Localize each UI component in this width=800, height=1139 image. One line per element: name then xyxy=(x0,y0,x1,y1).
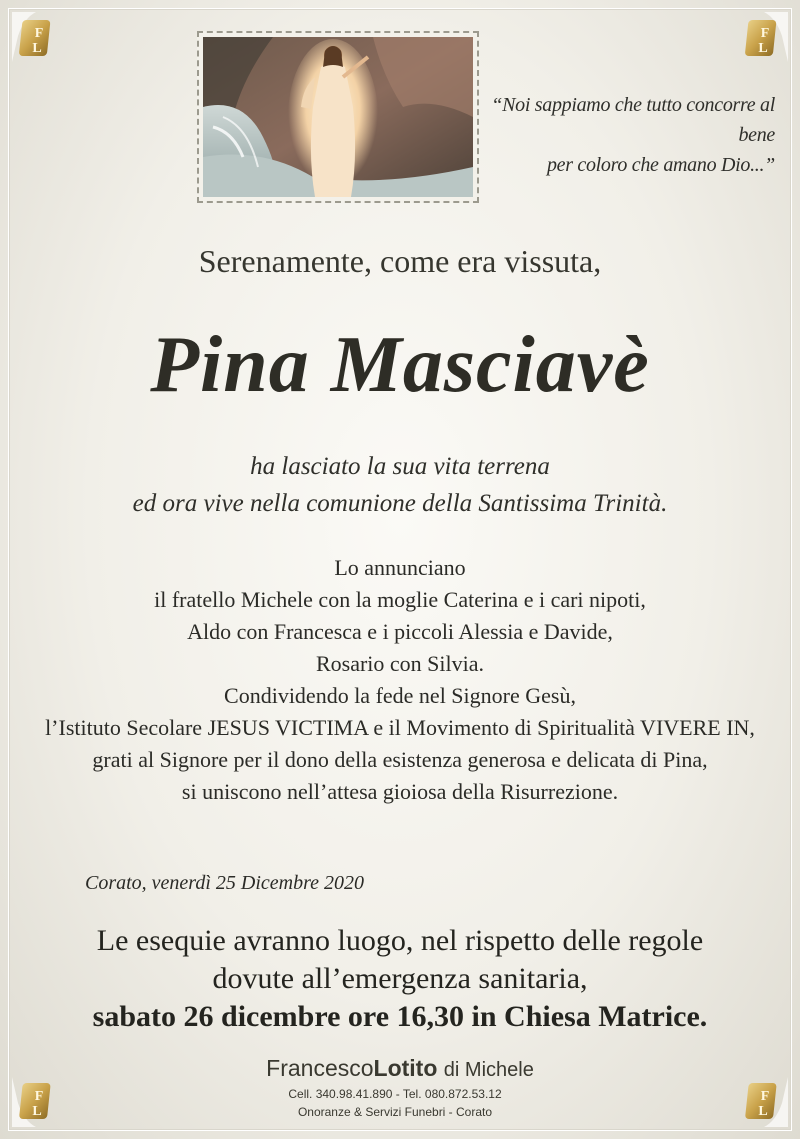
corner-logo-icon xyxy=(6,6,68,68)
agency-name xyxy=(0,1053,800,1085)
agency-description: Onoranze & Servizi Funebri - Corato xyxy=(297,1105,493,1119)
corner-logo-icon xyxy=(732,6,794,68)
agency-name-suffix: di Michele xyxy=(443,1059,534,1081)
subtitle-line: ha lasciato la sua vita terrena xyxy=(250,453,550,480)
svg-text:F: F xyxy=(760,1089,770,1104)
subtitle-text xyxy=(0,448,800,522)
announcement-line: Rosario con Silvia. xyxy=(315,651,485,676)
funeral-line: Le esequie avranno luogo, nel rispetto delle regole xyxy=(96,924,704,957)
announcement-line: grati al Signore per il dono della esistenza generosa e delicata di Pina, xyxy=(92,747,708,772)
quote-line: “Noi sappiamo che tutto concorre al bene xyxy=(491,94,775,146)
subtitle-line: ed ora vive nella comunione della Santissima Trinità. xyxy=(132,490,668,517)
jesus-image xyxy=(203,37,473,197)
agency-last-name: Lotito xyxy=(373,1055,438,1081)
bible-quote xyxy=(470,90,775,180)
announcement-date: Corato, venerdì 25 Dicembre 2020 xyxy=(85,872,365,894)
funeral-line: dovute all’emergenza sanitaria, xyxy=(212,962,588,995)
announcement-line: Lo annunciano xyxy=(334,555,466,580)
svg-text:L: L xyxy=(758,1104,768,1119)
intro-text: Serenamente, come era vissuta, xyxy=(198,243,602,279)
svg-text:L: L xyxy=(758,41,768,56)
photo-frame xyxy=(197,31,479,203)
agency-first-name: Francesco xyxy=(266,1055,374,1081)
funeral-agency xyxy=(0,1053,800,1121)
announcement-line: l’Istituto Secolare JESUS VICTIMA e il Movimento di Spiritualità VIVERE IN, xyxy=(45,715,755,740)
svg-text:F: F xyxy=(34,1089,44,1104)
announcement-line: il fratello Michele con la moglie Caterina e i cari nipoti, xyxy=(154,587,646,612)
quote-line: per coloro che amano Dio...” xyxy=(546,154,775,176)
svg-text:L: L xyxy=(32,41,42,56)
svg-text:F: F xyxy=(34,26,44,41)
agency-phones: Cell. 340.98.41.890 - Tel. 080.872.53.12 xyxy=(288,1087,502,1101)
announcement-line: si uniscono nell’attesa gioiosa della Risurrezione. xyxy=(181,779,619,804)
announcement-line: Aldo con Francesca e i piccoli Alessia e Davide, xyxy=(187,619,613,644)
svg-text:L: L xyxy=(32,1104,42,1119)
funeral-datetime: sabato 26 dicembre ore 16,30 in Chiesa Matrice. xyxy=(92,1000,708,1033)
announcement-line: Condividendo la fede nel Signore Gesù, xyxy=(224,683,576,708)
funeral-info xyxy=(0,922,800,1036)
deceased-name: Pina Masciavè xyxy=(150,321,650,409)
svg-text:F: F xyxy=(760,26,770,41)
announcement xyxy=(0,552,800,808)
